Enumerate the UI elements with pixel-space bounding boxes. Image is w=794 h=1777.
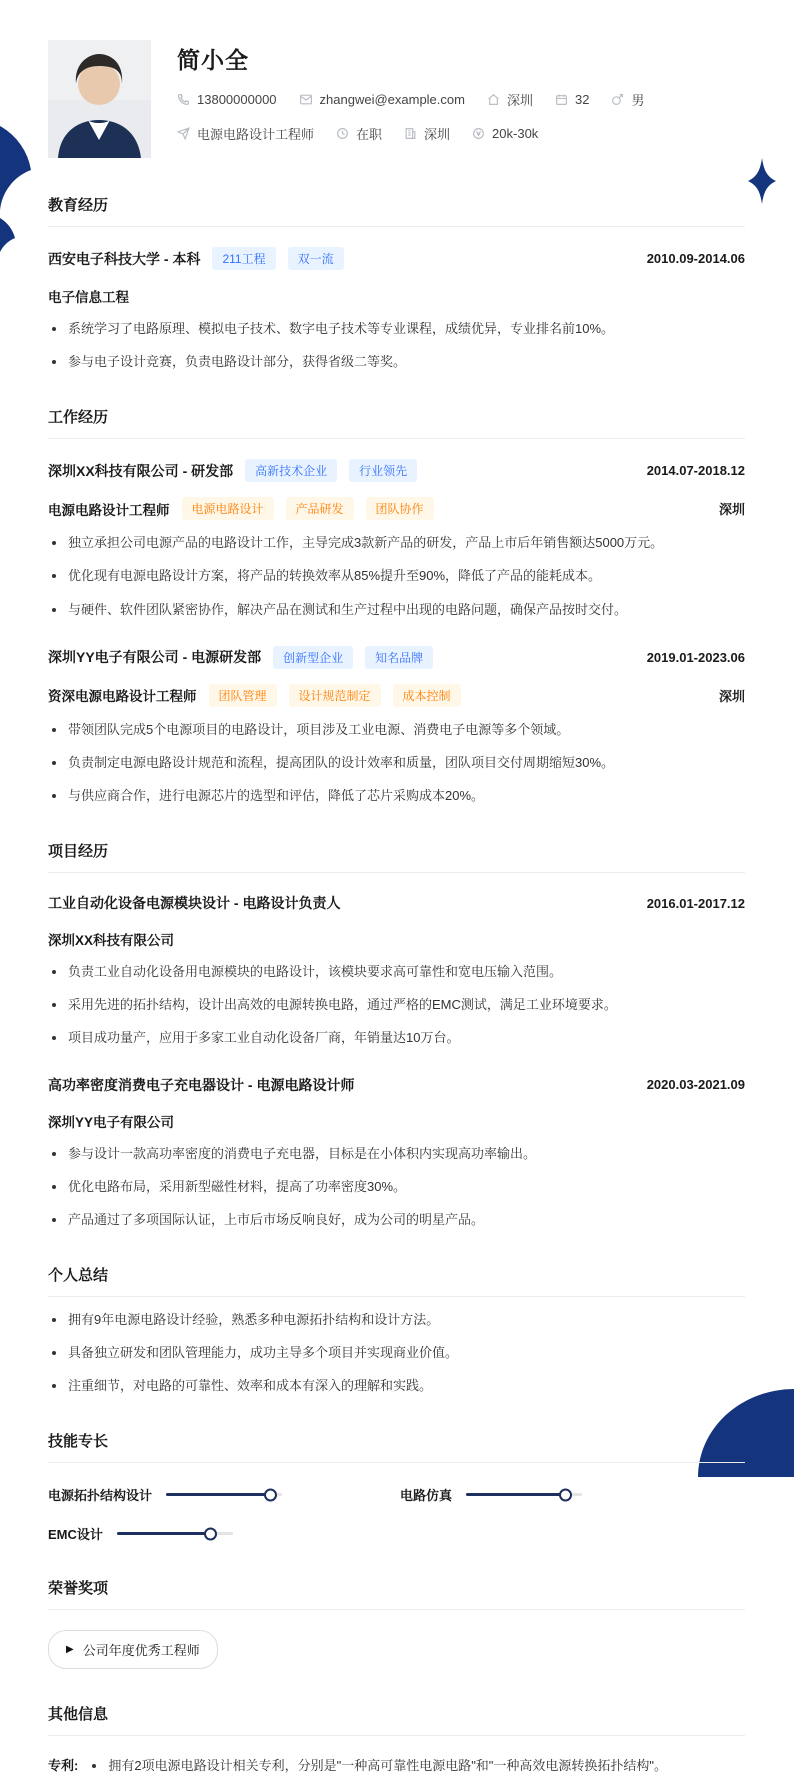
bullet-item: 与供应商合作，进行电源芯片的选型和评估，降低了芯片采购成本20%。 <box>48 786 745 806</box>
bullet-item: 拥有9年电源电路设计经验，熟悉多种电源拓扑结构和设计方法。 <box>48 1310 745 1330</box>
skill-slider <box>117 1532 233 1535</box>
skill-slider-knob[interactable] <box>264 1488 277 1501</box>
entry-location: 深圳 <box>718 688 745 704</box>
bullet-item: 独立承担公司电源产品的电路设计工作，主导完成3款新产品的研发，产品上市后年销售额达5000万元。 <box>48 533 745 553</box>
bullet-item: 带领团队完成5个电源项目的电路设计，项目涉及工业电源、消费电子电源等多个领域。 <box>48 720 745 740</box>
bullet-dot <box>52 1185 56 1189</box>
work-entry <box>48 646 745 806</box>
section-work <box>48 406 745 806</box>
honor-label: 公司年度优秀工程师 <box>82 1643 200 1659</box>
tag: 211工程 <box>212 247 275 270</box>
bullet-item: 产品通过了多项国际认证，上市后市场反响良好，成为公司的明星产品。 <box>48 1210 745 1230</box>
phone-item <box>177 92 277 107</box>
entry-date: 2020.03-2021.09 <box>646 1077 745 1093</box>
patent-row <box>48 1756 745 1776</box>
skill-label: EMC设计 <box>48 1527 103 1543</box>
calendar-icon <box>555 93 568 106</box>
phone-value: 13800000000 <box>197 92 277 107</box>
bullet-dot <box>52 541 56 545</box>
skill-slider-knob[interactable] <box>559 1488 572 1501</box>
bullet-item: 采用先进的拓扑结构，设计出高效的电源转换电路，通过严格的EMC测试，满足工业环境要求。 <box>48 995 745 1015</box>
bullet-dot <box>52 1318 56 1322</box>
age-value: 32 <box>574 92 590 107</box>
age-item <box>555 92 589 107</box>
section-honors <box>48 1577 745 1669</box>
job-status-value: 在职 <box>356 127 383 142</box>
skill-label: 电源拓扑结构设计 <box>48 1488 153 1504</box>
work-entry <box>48 459 745 619</box>
bullet-item: 优化电路布局，采用新型磁性材料，提高了功率密度30%。 <box>48 1177 745 1197</box>
gender-item <box>611 90 644 109</box>
work-city-item <box>404 124 450 143</box>
bullet-dot <box>52 1003 56 1007</box>
summary-bullets <box>48 1310 745 1396</box>
contact-row-2 <box>177 124 666 143</box>
bullet-item: 项目成功量产，应用于多家工业自动化设备厂商，年销量达10万台。 <box>48 1028 745 1048</box>
entry-date: 2016.01-2017.12 <box>646 895 745 911</box>
header-info <box>177 40 666 143</box>
section-education <box>48 194 745 372</box>
section-title-other: 其他信息 <box>48 1703 745 1736</box>
tag: 团队管理 <box>209 684 277 707</box>
profile-photo <box>48 40 151 158</box>
building-icon <box>404 127 417 140</box>
gender-icon <box>611 93 624 106</box>
skill-slider <box>166 1493 282 1496</box>
skill-slider-fill <box>166 1493 270 1496</box>
section-title-summary: 个人总结 <box>48 1264 745 1297</box>
email-value: zhangwei@example.com <box>319 92 465 107</box>
entry-location: 深圳 <box>718 502 745 518</box>
section-skills <box>48 1430 745 1543</box>
section-title-honors: 荣誉奖项 <box>48 1577 745 1610</box>
tag: 成本控制 <box>393 684 461 707</box>
bullet-dot <box>52 761 56 765</box>
bullet-item: 注重细节，对电路的可靠性、效率和成本有深入的理解和实践。 <box>48 1376 745 1396</box>
project-company: 深圳XX科技有限公司 <box>48 933 175 949</box>
skill-slider-fill <box>117 1532 210 1535</box>
skill-item <box>48 1485 400 1504</box>
skills-grid <box>48 1485 745 1543</box>
patent-label: 专利: <box>48 1758 79 1774</box>
education-entry <box>48 247 745 372</box>
bullet-item: 系统学习了电路原理、模拟电子技术、数字电子技术等专业课程，成绩优异，专业排名前10%。 <box>48 319 745 339</box>
project-entry <box>48 1075 745 1230</box>
work-city-value: 深圳 <box>424 127 451 142</box>
tag: 设计规范制定 <box>289 684 381 707</box>
bullet-item: 参与电子设计竞赛，负责电路设计部分，获得省级二等奖。 <box>48 352 745 372</box>
tag: 行业领先 <box>349 459 417 482</box>
bullet-dot <box>52 1218 56 1222</box>
section-title-skills: 技能专长 <box>48 1430 745 1463</box>
bullet-dot <box>52 1036 56 1040</box>
major-name: 电子信息工程 <box>48 290 129 305</box>
bullet-dot <box>52 970 56 974</box>
bullet-dot <box>92 1764 96 1768</box>
email-item <box>299 92 465 107</box>
entry-date: 2010.09-2014.06 <box>646 251 745 266</box>
role-name: 电源电路设计工程师 <box>48 502 170 518</box>
entry-date: 2014.07-2018.12 <box>646 463 745 479</box>
bullet-item: 负责制定电源电路设计规范和流程，提高团队的设计效率和质量，团队项目交付周期缩短30%。 <box>48 753 745 773</box>
phone-icon <box>177 93 190 106</box>
skill-slider-knob[interactable] <box>204 1527 217 1540</box>
section-projects <box>48 840 745 1230</box>
bullet-item: 参与设计一款高功率密度的消费电子充电器，目标是在小体积内实现高功率输出。 <box>48 1144 745 1164</box>
tag: 知名品牌 <box>365 646 433 669</box>
desired-role-item <box>177 124 314 143</box>
bullet-item: 负责工业自动化设备用电源模块的电路设计，该模块要求高可靠性和宽电压输入范围。 <box>48 962 745 982</box>
entry-date: 2019.01-2023.06 <box>646 649 745 665</box>
job-status-item <box>336 124 382 143</box>
tag: 团队协作 <box>366 497 434 520</box>
salary-icon <box>472 127 485 140</box>
gender-value: 男 <box>631 93 645 108</box>
city-item <box>487 90 533 109</box>
company-name: 深圳XX科技有限公司 - 研发部 <box>48 462 234 479</box>
bullet-dot <box>52 1384 56 1388</box>
work-bullets <box>48 720 745 806</box>
bullet-dot <box>52 608 56 612</box>
play-triangle-icon: ▶ <box>66 1643 74 1655</box>
role-name: 资深电源电路设计工程师 <box>48 689 197 705</box>
mail-icon <box>299 93 313 106</box>
section-title-projects: 项目经历 <box>48 840 745 873</box>
bullet-item: 优化现有电源电路设计方案，将产品的转换效率从85%提升至90%，降低了产品的能耗成本。 <box>48 566 745 586</box>
bullet-item: 具备独立研发和团队管理能力，成功主导多个项目并实现商业价值。 <box>48 1343 745 1363</box>
bullet-item: 与硬件、软件团队紧密协作，解决产品在测试和生产过程中出现的电路问题，确保产品按时交付。 <box>48 600 745 620</box>
skill-label: 电路仿真 <box>400 1488 453 1504</box>
skill-item <box>48 1524 400 1543</box>
bullet-dot <box>52 728 56 732</box>
section-other <box>48 1703 745 1776</box>
tag: 创新型企业 <box>273 646 353 669</box>
candidate-name: 简小全 <box>177 47 249 73</box>
project-company: 深圳YY电子有限公司 <box>48 1114 175 1130</box>
tag: 高新技术企业 <box>245 459 337 482</box>
project-entry <box>48 893 745 1048</box>
project-bullets <box>48 1144 745 1230</box>
education-bullets <box>48 319 745 372</box>
bullet-dot <box>52 360 56 364</box>
home-icon <box>487 93 500 106</box>
resume-header <box>48 40 745 158</box>
honor-pill[interactable] <box>48 1630 218 1669</box>
project-name: 工业自动化设备电源模块设计 - 电路设计负责人 <box>48 895 341 912</box>
bullet-dot <box>52 1351 56 1355</box>
section-summary <box>48 1264 745 1396</box>
contact-row-1 <box>177 90 666 109</box>
bullet-dot <box>52 1152 56 1156</box>
bullet-dot <box>52 327 56 331</box>
tag: 产品研发 <box>286 497 354 520</box>
company-name: 深圳YY电子有限公司 - 电源研发部 <box>48 649 262 666</box>
tag: 双一流 <box>288 247 344 270</box>
section-title-education: 教育经历 <box>48 194 745 227</box>
project-name: 高功率密度消费电子充电器设计 - 电源电路设计师 <box>48 1076 355 1093</box>
status-icon <box>336 127 349 140</box>
patent-text: 拥有2项电源电路设计相关专利，分别是"一种高可靠性电源电路"和"一种高效电源转换拓扑结构"。 <box>108 1758 668 1774</box>
salary-item <box>472 126 538 141</box>
city-value: 深圳 <box>506 93 533 108</box>
send-icon <box>177 127 190 140</box>
skill-slider-fill <box>466 1493 565 1496</box>
bullet-dot <box>52 574 56 578</box>
bullet-dot <box>52 794 56 798</box>
tag: 电源电路设计 <box>182 497 274 520</box>
skill-item <box>400 1485 745 1504</box>
salary-value: 20k-30k <box>492 126 539 141</box>
project-bullets <box>48 962 745 1048</box>
school-name: 西安电子科技大学 - 本科 <box>48 250 201 267</box>
work-bullets <box>48 533 745 619</box>
section-title-work: 工作经历 <box>48 406 745 439</box>
desired-role-value: 电源电路设计工程师 <box>197 127 315 142</box>
skill-slider <box>466 1493 582 1496</box>
